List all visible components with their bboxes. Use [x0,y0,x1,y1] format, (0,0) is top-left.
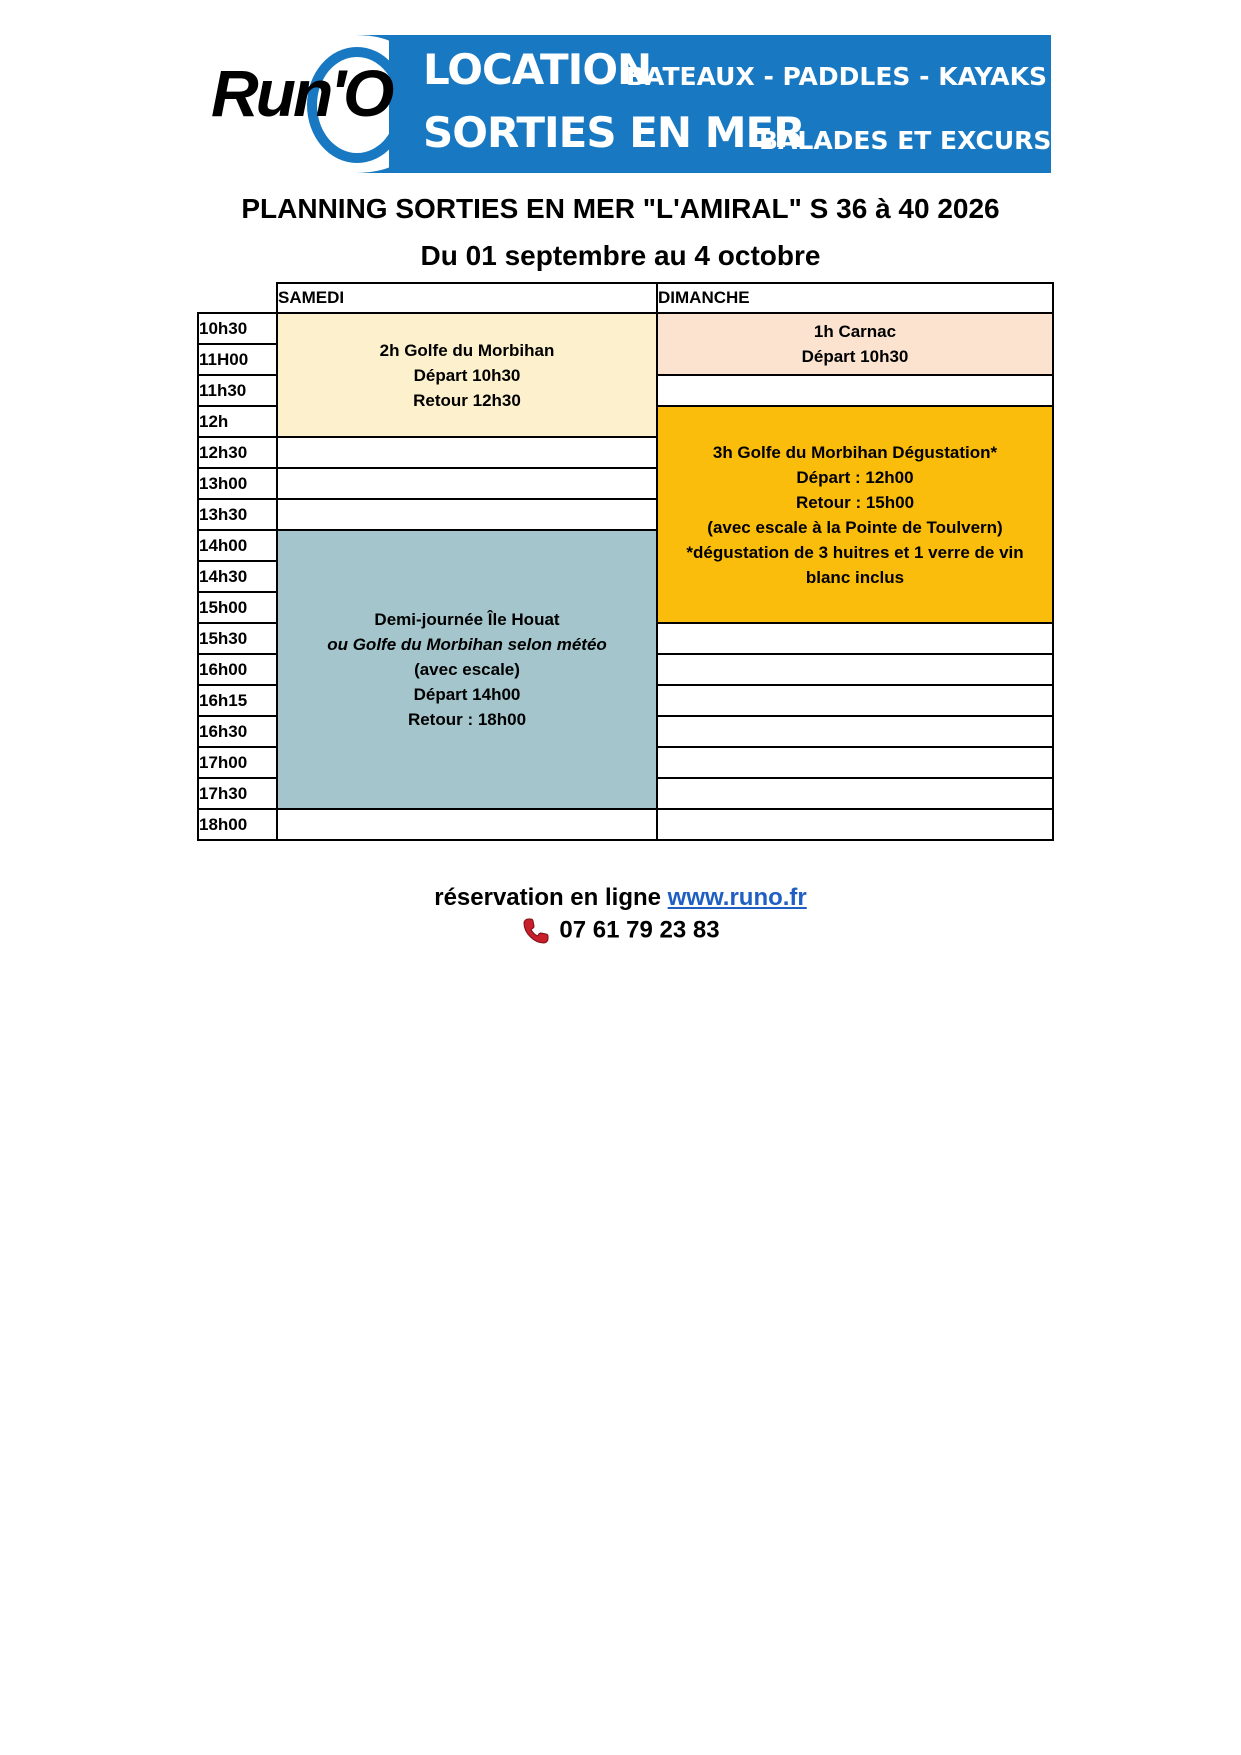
time-cell: 11h30 [198,375,277,406]
dimanche-carnac-line1: 1h Carnac [813,322,897,341]
empty-cell [277,468,657,499]
samedi-houat-line1: Demi-journée Île Houat [374,610,560,629]
time-cell: 14h00 [198,530,277,561]
empty-cell [277,809,657,840]
time-cell: 16h30 [198,716,277,747]
samedi-houat-line5: Retour : 18h00 [407,710,527,729]
schedule-table [197,282,1054,841]
dimanche-degustation-line1: 3h Golfe du Morbihan Dégustation* [712,442,998,462]
empty-cell [657,809,1053,840]
banner-location: LOCATION [423,45,652,94]
time-cell: 12h [198,406,277,437]
samedi-golfe-line2: Départ 10h30 [413,365,521,385]
dimanche-carnac-block [657,313,1053,375]
empty-cell [657,747,1053,778]
reservation-line [0,884,1241,912]
website-link[interactable]: www.runo.fr [667,884,807,911]
time-cell: 14h30 [198,561,277,592]
time-cell: 16h15 [198,685,277,716]
samedi-golfe-line1: 2h Golfe du Morbihan [379,340,555,360]
brand-banner [211,35,1121,173]
empty-cell [657,685,1053,716]
empty-cell [657,654,1053,685]
banner-balades: BALADES ET EXCURSIONS [759,126,1121,155]
samedi-houat-line2: ou Golfe du Morbihan selon météo [327,635,607,654]
time-cell: 13h30 [198,499,277,530]
logo-text: Run'O [211,56,392,130]
time-cell: 16h00 [198,654,277,685]
header-samedi: SAMEDI [277,283,657,313]
time-cell: 15h30 [198,623,277,654]
time-cell: 15h00 [198,592,277,623]
dimanche-degustation-line3: Retour : 15h00 [795,492,915,512]
page-title: PLANNING SORTIES EN MER "L'AMIRAL" S 36 à 40 2026 [241,193,1000,224]
banner-bateaux: BATEAUX - PADDLES - KAYAKS [626,62,1047,91]
header-dimanche: DIMANCHE [657,283,1053,313]
phone-icon [521,916,551,946]
phone-number[interactable]: 07 61 79 23 83 [559,916,720,944]
dimanche-degustation-line5: *dégustation de 3 huitres et 1 verre de vin blanc inclus [686,542,1024,587]
time-cell: 11H00 [198,344,277,375]
dimanche-carnac-line2: Départ 10h30 [801,347,909,366]
empty-cell [657,623,1053,654]
samedi-houat-line4: Départ 14h00 [413,685,521,704]
samedi-golfe-line3: Retour 12h30 [413,390,521,410]
time-cell: 12h30 [198,437,277,468]
empty-cell [657,716,1053,747]
time-cell: 10h30 [198,313,277,344]
empty-cell [657,375,1053,406]
time-cell: 18h00 [198,809,277,840]
samedi-houat-block [277,530,657,809]
dimanche-degustation-line2: Départ : 12h00 [796,467,914,487]
dimanche-degustation-line4: (avec escale à la Pointe de Toulvern) [707,517,1003,537]
empty-cell [657,778,1053,809]
samedi-golfe-block [277,313,657,437]
time-cell: 13h00 [198,468,277,499]
empty-cell [277,499,657,530]
banner-sorties: SORTIES EN MER [423,108,805,157]
samedi-houat-line3: (avec escale) [414,660,520,679]
phone-line [0,916,1241,946]
time-cell: 17h00 [198,747,277,778]
reservation-text: réservation en ligne [434,884,661,911]
time-cell: 17h30 [198,778,277,809]
corner-cell [198,283,277,313]
page-subtitle: Du 01 septembre au 4 octobre [420,240,821,271]
dimanche-degustation-block [657,406,1053,623]
empty-cell [277,437,657,468]
